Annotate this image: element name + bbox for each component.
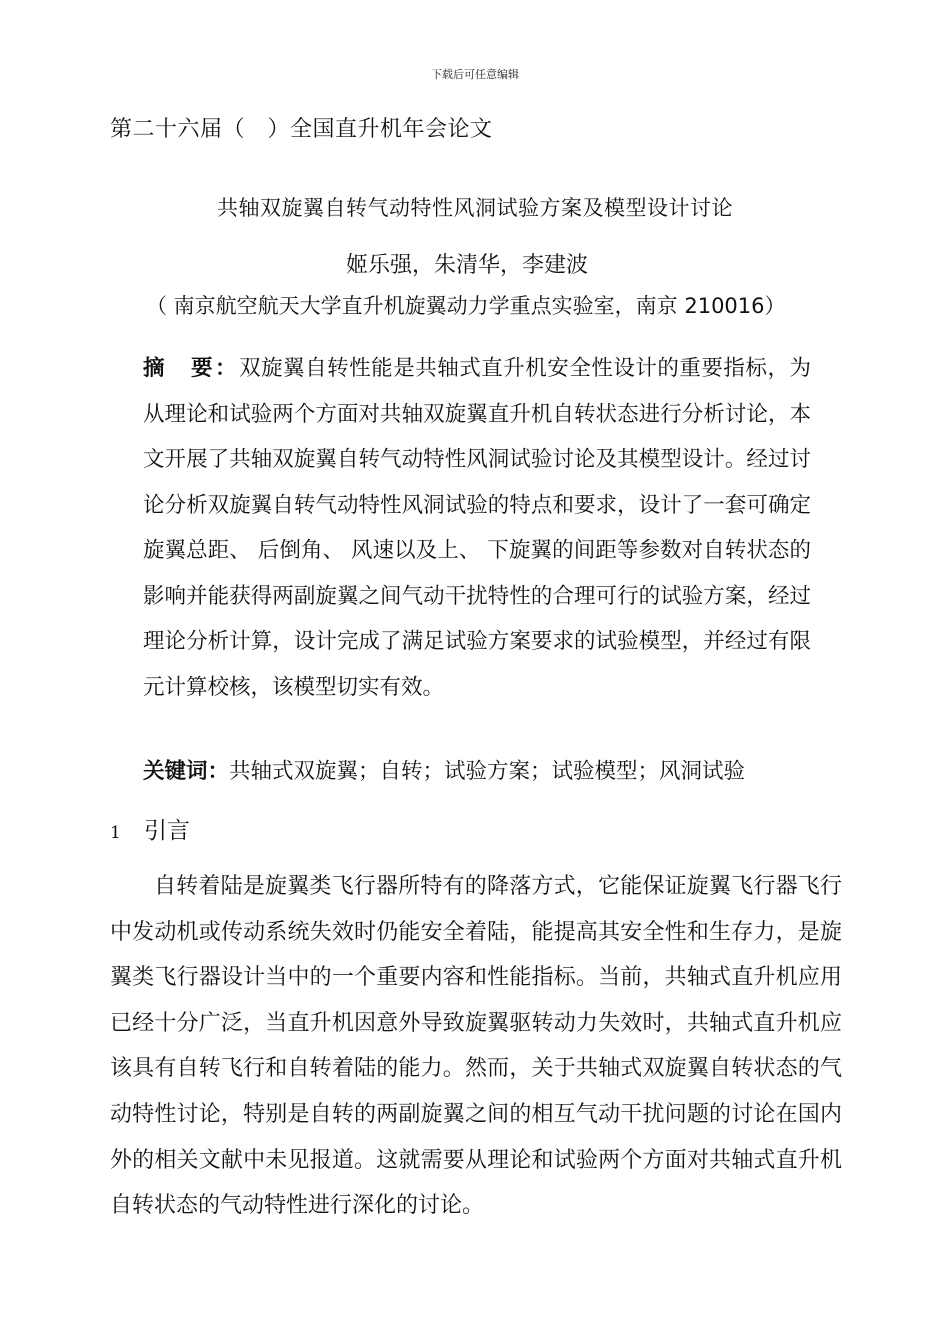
keywords: [143, 754, 823, 785]
abstract: [143, 346, 811, 710]
keywords-text: 共轴式双旋翼；自转；试验方案；试验模型；风洞试验: [229, 759, 746, 784]
section-number: 1: [110, 823, 121, 843]
paper-title: 共轴双旋翼自转气动特性风洞试验方案及模型设计讨论: [217, 196, 733, 220]
abstract-text: 双旋翼自转性能是共轴式直升机安全性设计的重要指标，为从理论和试验两个方面对共轴双旋翼直升机自转状态进行分析讨论，本文开展了共轴双旋翼自转气动特性风洞试验讨论及其模型设计。经过讨论分析双旋翼自转气动特性风洞试验的特点和要求，设计了一套可确定旋翼总距、 后倒角、 风速以及上、 下旋翼的间距等参数对自转状态的影响并能获得两副旋翼之间气动干扰特性的合理可行的试验方案，经过理论分析计算，设计完成了满足试验方案要求的试验模型，并经过有限元计算校核，该模型切实有效。: [143, 356, 811, 700]
conference-title: 第二十六届（ ）全国直升机年会论文: [110, 117, 493, 142]
section-heading: [110, 812, 190, 845]
section-paragraph: 自转着陆是旋翼类飞行器所特有的降落方式，它能保证旋翼飞行器飞行中发动机或传动系统失效时仍能安全着陆，能提高其安全性和生存力，是旋翼类飞行器设计当中的一个重要内容和性能指标。当前，共轴式直升机应用已经十分广泛，当直升机因意外导致旋翼驱转动力失效时，共轴式直升机应该具有自转飞行和自转着陆的能力。然而，关于共轴式双旋翼自转状态的气动特性讨论，特别是自转的两副旋翼之间的相互气动干扰问题的讨论在国内外的相关文献中未见报道。这就需要从理论和试验两个方面对共轴式直升机自转状态的气动特性进行深化的讨论。: [110, 874, 842, 1219]
section-title: 引言: [144, 818, 190, 844]
authors: 姬乐强，朱清华，李建波: [346, 253, 589, 278]
abstract-label: 摘 要：: [143, 356, 240, 381]
affiliation: （ 南京航空航天大学直升机旋翼动力学重点实验室，南京 210016）: [146, 294, 786, 318]
header-note: 下载后可任意编辑: [431, 68, 519, 81]
keywords-label: 关键词：: [143, 759, 230, 784]
